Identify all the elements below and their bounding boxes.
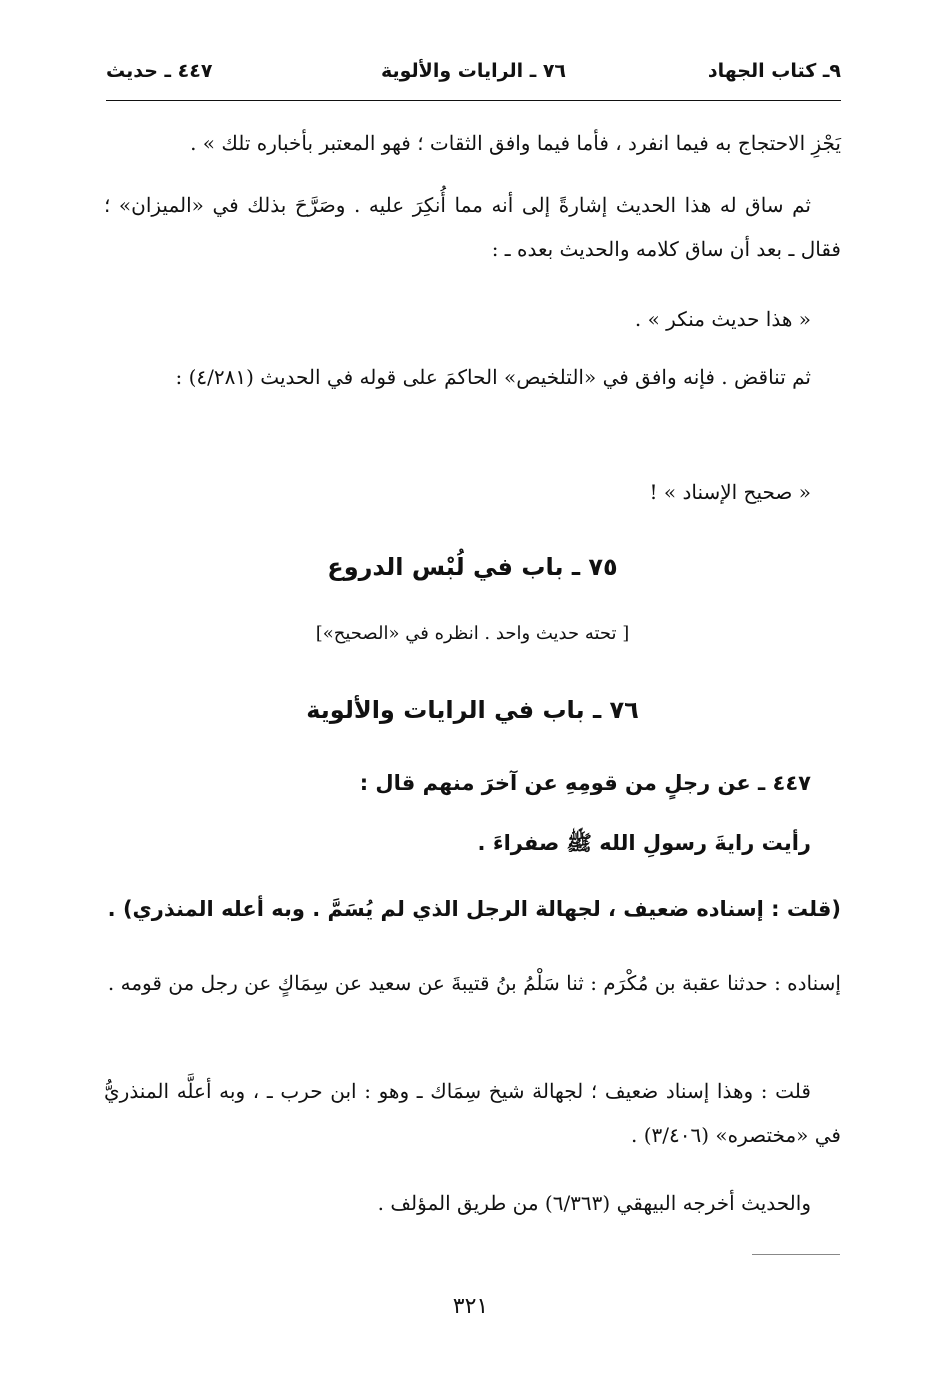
chapter-75-note: [ تحته حديث واحد . انظره في «الصحيح»] (315, 623, 630, 644)
header-divider (106, 100, 841, 101)
paragraph-talkhis: ثم تناقض . فإنه وافق في «التلخيص» الحاكمَ على قوله في الحديث (٤/٢٨١) : (175, 365, 811, 389)
grading-statement: (قلت : إسناده ضعيف ، لجهالة الرجل الذي لم يُسَمَّ . وبه أعله المنذري) . (107, 897, 841, 921)
page-number: ٣٢١ (452, 1294, 489, 1319)
hadith-text: رأيت رايةَ رسولِ الله ﷺ صفراءَ . (477, 831, 811, 855)
header-book-title: ٩ـ كتاب الجهاد (707, 60, 841, 82)
footnote-divider (752, 1254, 840, 1255)
header-chapter-title: ٧٦ ـ الرايات والألوية (380, 60, 567, 82)
commentary-paragraph: قلت : وهذا إسناد ضعيف ؛ لجهالة شيخ سِمَاك ـ وهو : ابن حرب ـ ، وبه أعلَّه المنذريُّ في «مختصره» (٣/٤٠٦) . (104, 1079, 841, 1147)
header-hadith-number: ٤٤٧ ـ حديث (106, 60, 213, 82)
takhrij-paragraph: والحديث أخرجه البيهقي (٦/٣٦٣) من طريق المؤلف . (377, 1191, 811, 1215)
quote-munkar: « هذا حديث منكر » . (634, 307, 811, 331)
running-header (106, 60, 841, 96)
paragraph-continuation: يَجْزِ الاحتجاج به فيما انفرد ، فأما فيما وافق الثقات ؛ فهو المعتبر بأخباره تلك » . (190, 131, 841, 155)
isnad-paragraph: إسناده : حدثنا عقبة بن مُكْرَم : ثنا سَلْمُ بنُ قتيبةَ عن سعيد عن سِمَاكٍ عن رجل من قومه . (107, 971, 841, 995)
quote-sahih-isnad: « صحيح الإسناد » ! (649, 480, 811, 504)
paragraph-mizan: ثم ساق له هذا الحديث إشارةً إلى أنه مما أُنكِرَ عليه . وصَرَّحَ بذلك في «الميزان» ؛ فقال ـ بعد أن ساق كلامه والحديث بعده ـ : (104, 193, 841, 261)
hadith-intro: ٤٤٧ ـ عن رجلٍ من قومِهِ عن آخرَ منهم قال : (359, 771, 811, 795)
chapter-heading-75: ٧٥ ـ باب في لُبْس الدروع (327, 553, 618, 581)
chapter-heading-76: ٧٦ ـ باب في الرايات والألوية (306, 696, 639, 724)
